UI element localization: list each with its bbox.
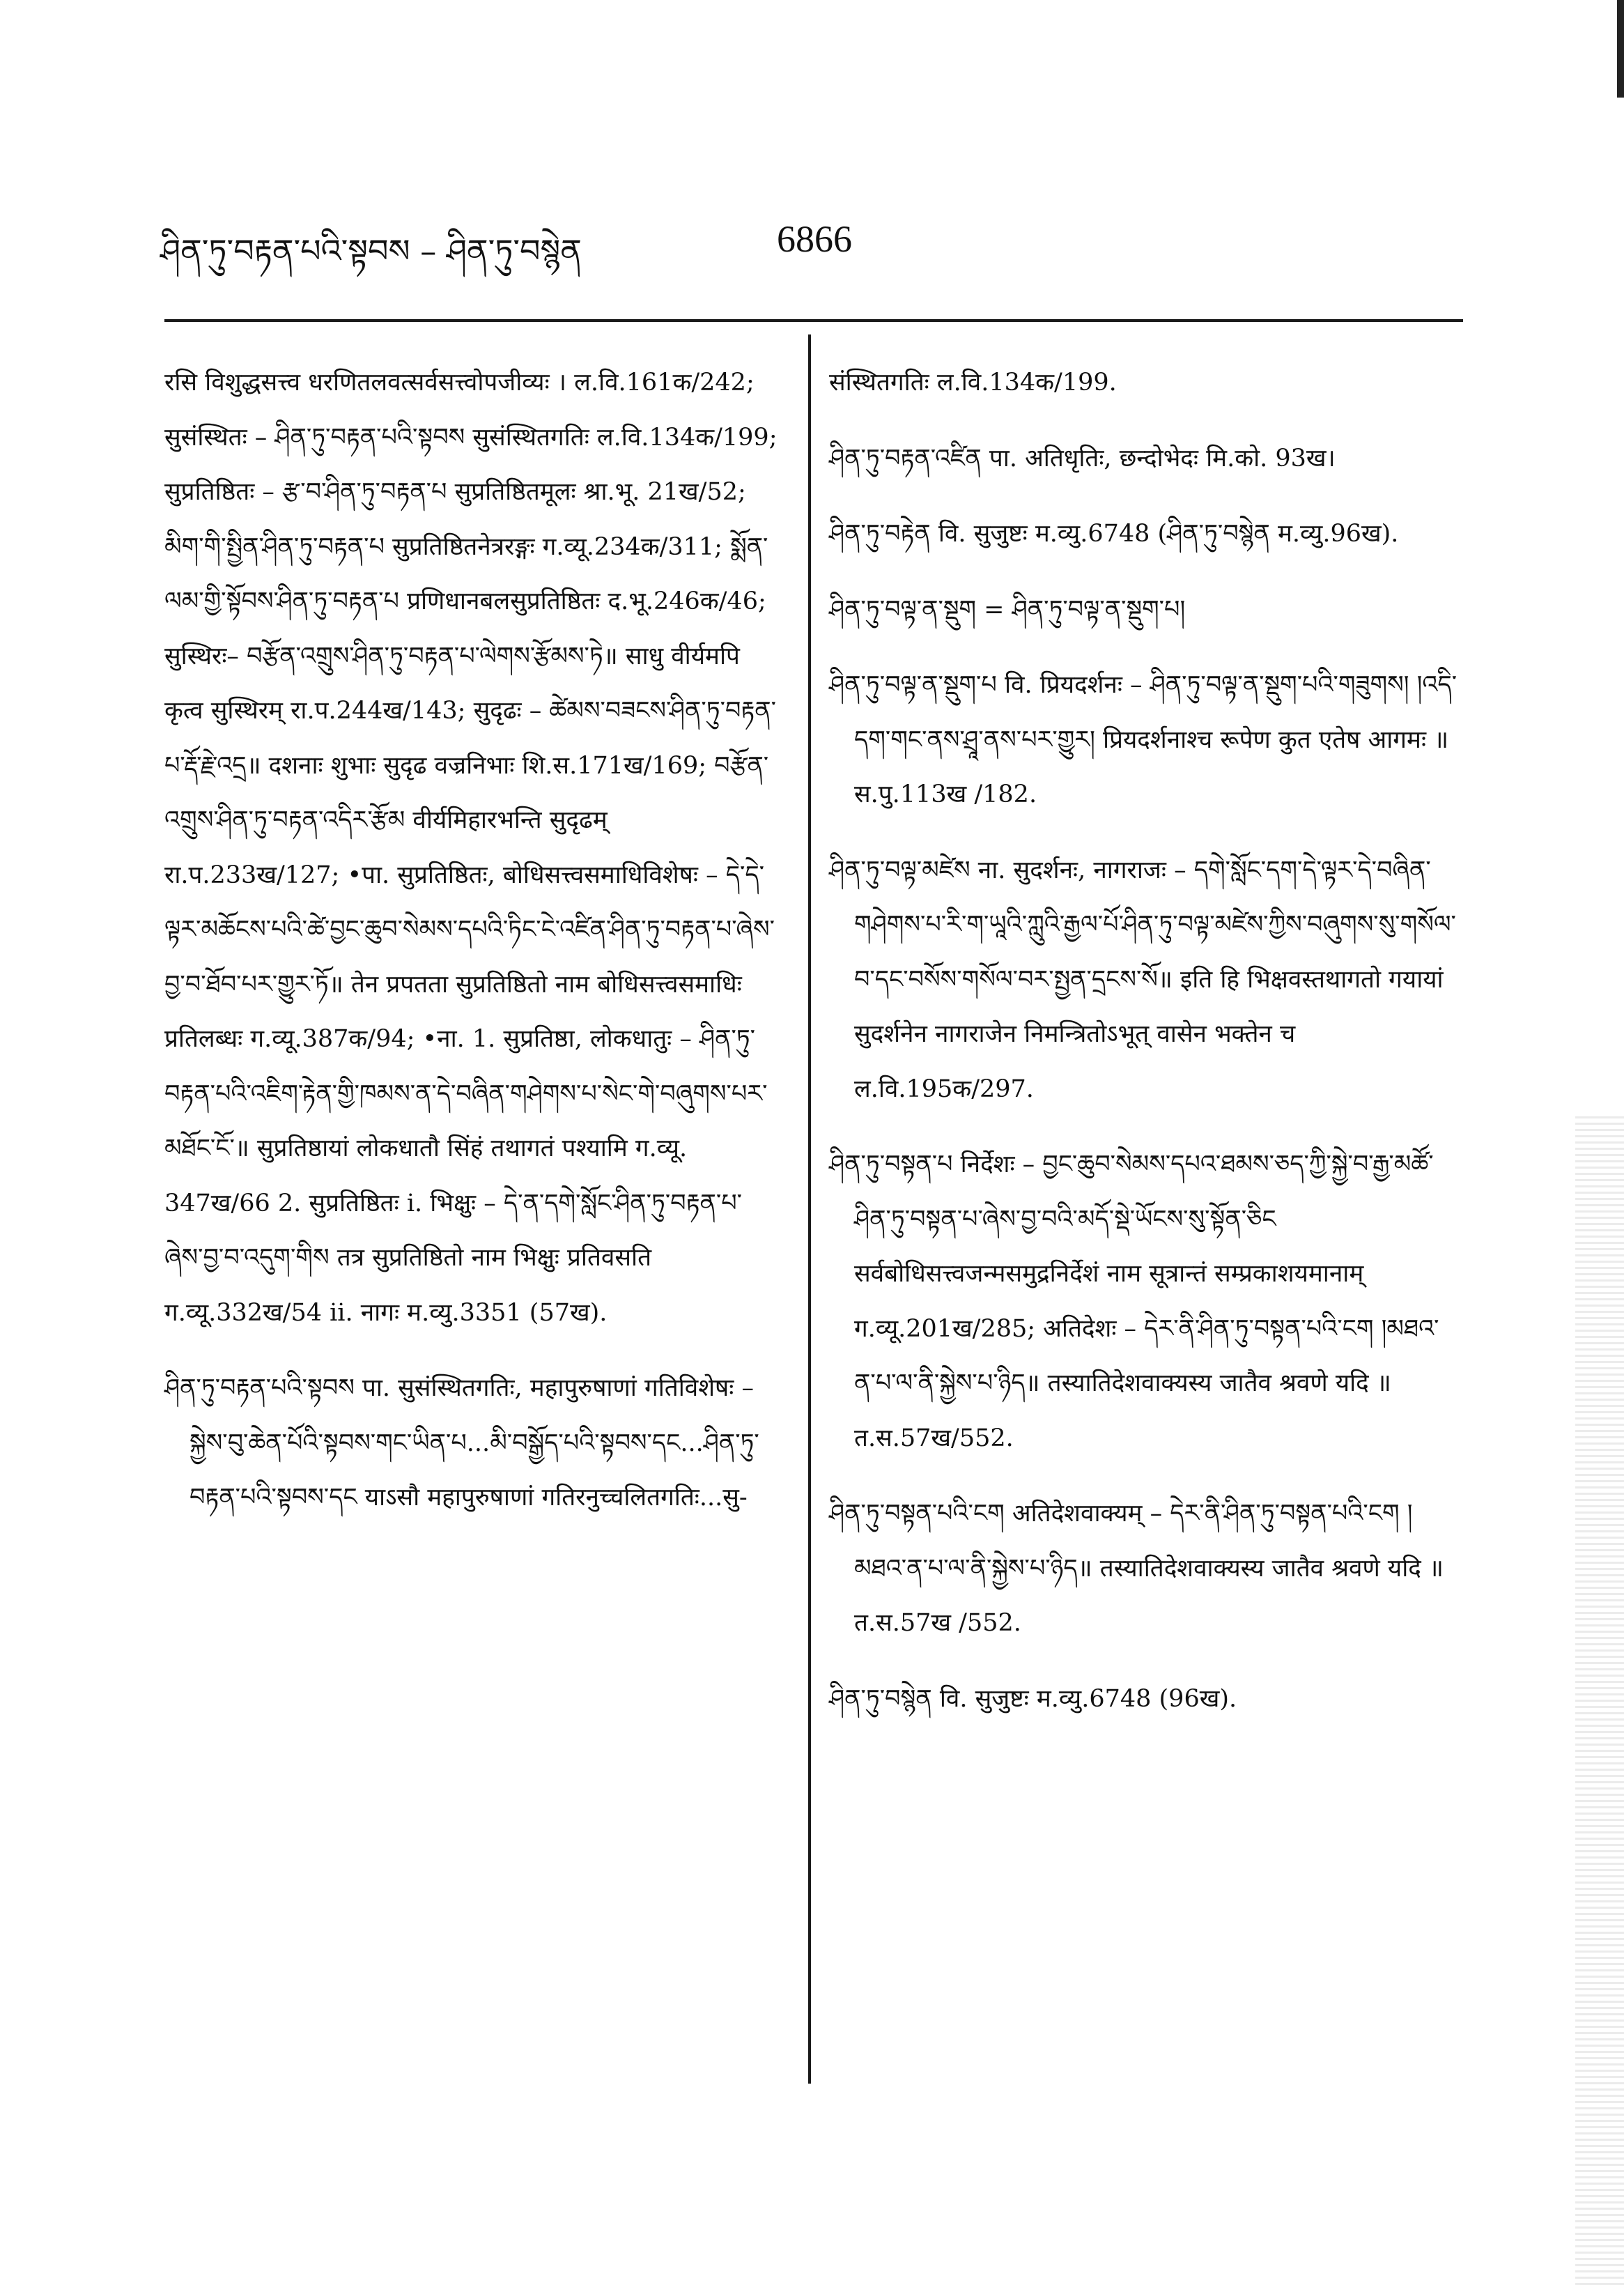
entry-continuation-right: संस्थितगतिः ल.वि.134क/199. [829,369,1117,397]
entry-shin-tu-bsnyen: ཤིན་ཏུ་བསྙེན वि. सुजुष्टः म.व्यु.6748 (96ख). [829,1684,1237,1713]
left-column [164,355,778,1546]
running-header [160,209,1484,272]
scan-edge-shadow [1617,0,1624,98]
entry-shin-tu-blta-na-sdug: ཤིན་ཏུ་བལྟ་ན་སྡུག = ཤིན་ཏུ་བལྟ་ན་སྡུག་པ། [829,595,1186,624]
entry-shin-tu-brtan-dzin: ཤིན་ཏུ་བརྟན་འཛིན पा. अतिधृतिः, छन्दोभेदः मि.को. 93ख। [829,444,1336,472]
page-number: 6866 [777,218,852,260]
scan-edge-noise [1575,1115,1624,2285]
entry-shin-tu-blta-na-sdug-pa: ཤིན་ཏུ་བལྟ་ན་སྡུག་པ वि. प्रियदर्शनः – ཤིན་ཏུ་བལྟ་ན་སྡུག་པའི་གཟུགས། །འདི་དག་གང་ནས་ཤྲཱ་ནས་པར་གྱུར། प्रियदर्शनाश्च रूपेण कुत एतेष आगमः ॥ स.पु.113ख /182. [829,671,1457,808]
right-column [829,355,1460,1747]
entry-continuation: रसि विशुद्धसत्त्व धरणितलवत्सर्वसत्त्वोपजीव्यः । ल.वि.161क/242; सुसंस्थितः – ཤིན་ཏུ་བརྟན་པའི་སྟབས सुसंस्थितगतिः ल.वि.134क/199; सुप्रतिष्ठितः – རྩ་བ་ཤིན་ཏུ་བརྟན་པ सुप्रतिष्ठितमूलः श्रा.भू. 21ख/52; མིག་གི་སྤྱིན་ཤིན་ཏུ་བརྟན་པ सुप्रतिष्ठितनेत्ररङ्गः ग.व्यू.234क/311; སྨོན་ལམ་གྱི་སྟོབས་ཤིན་ཏུ་བརྟན་པ प्रणिधानबलसुप्रतिष्ठितः द.भू.246क/46; सुस्थिरः– བརྩོན་འགྲུས་ཤིན་ཏུ་བརྟན་པ་ལེགས་རྩོམས་ཏེ॥ साधु वीर्यमपि कृत्व सुस्थिरम् रा.प.244ख/143; सुदृढः – ཚེམས་བཟངས་ཤིན་ཏུ་བརྟན་པ་རྡོ་རྗེ་འདྲ॥ दशनाः शुभाः सुदृढ वज्रनिभाः शि.स.171ख/169; བརྩོན་འགྲུས་ཤིན་ཏུ་བརྟན་འདིར་རྩོམ वीर्यमिहारभन्ति सुदृढम् रा.प.233ख/127; •पा. सुप्रतिष्ठितः, बोधिसत्त्वसमाधिविशेषः – དེ་དེ་ལྟར་མཆོངས་པའི་ཚེ་བྱང་ཆུབ་སེམས་དཔའི་ཏིང་ངེ་འཛིན་ཤིན་ཏུ་བརྟན་པ་ཞེས་བྱ་བ་ཐོབ་པར་གྱུར་ཏོ॥ तेन प्रपतता सुप्रतिष्ठितो नाम बोधिसत्त्वसमाधिः प्रतिलब्धः ग.व्यू.387क/94; •ना. 1. सुप्रतिष्ठा, लोकधातुः – ཤིན་ཏུ་བརྟན་པའི་འཇིག་རྟེན་གྱི་ཁམས་ན་དེ་བཞིན་གཤེགས་པ་སེང་གེ་བཞུགས་པར་མཐོང་ངོ་॥ सुप्रतिष्ठायां लोकधातौ सिंहं तथागतं पश्यामि ग.व्यू. 347ख/66 2. सुप्रतिष्ठितः i. भिक्षुः – དེ་ན་དགེ་སློང་ཤིན་ཏུ་བརྟན་པ་ཞེས་བྱ་བ་འདུག་གིས तत्र सुप्रतिष्ठितो नाम भिक्षुः प्रतिवसति ग.व्यू.332ख/54 ii. नागः म.व्यु.3351 (57ख). [164,369,778,1327]
header-rule [164,319,1463,322]
entry-shin-tu-bstan-pai-ngag: ཤིན་ཏུ་བསྟན་པའི་ངག अतिदेशवाक्यम् – དེར་ནི་ཤིན་ཏུ་བསྟན་པའི་ངག །མཐའ་ན་པ་ལ་ནི་སྐྱེས་པ་ཉིད॥ तस्यातिदेशवाक्यस्य जातैव श्रवणे यदि ॥ त.स.57ख /552. [829,1500,1444,1637]
entry-shin-tu-brtan-pai-stabs: ཤིན་ཏུ་བརྟན་པའི་སྟབས पा. सुसंस्थितगतिः, महापुरुषाणां गतिविशेषः – སྐྱེས་བུ་ཆེན་པོའི་སྟབས་གང་ཡིན་པ...མི་བསྒྱོད་པའི་སྟབས་དང...ཤིན་ཏུ་བརྟན་པའི་སྟབས་དང याऽसौ महापुरुषाणां गतिरनुच्चलितगतिः...सु- [164,1374,759,1511]
entry-shin-tu-blta-mdzes: ཤིན་ཏུ་བལྟ་མཛེས ना. सुदर्शनः, नागराजः – དགེ་སློང་དག་དེ་ལྟར་དེ་བཞིན་གཤེགས་པ་རི་ག་ཡཱའི་ཀླུའི་རྒྱལ་པོ་ཤིན་ཏུ་བལྟ་མཛེས་ཀྱིས་བཞུགས་སུ་གསོལ་བ་དང་བསོས་གསོལ་བར་སྤྱན་དྲངས་སོ॥ इति हि भिक्षवस्तथागतो गयायां सुदर्शनेन नागराजेन निमन्त्रितोऽभूत् वासेन भक्तेन च ल.वि.195क/297. [829,856,1456,1103]
header-title: ཤིན་ཏུ་བརྟན་པའི་སྟབས – ཤིན་ཏུ་བསྙེན [160,232,582,270]
entry-shin-tu-bstan-pa: ཤིན་ཏུ་བསྟན་པ निर्देशः – བྱང་ཆུབ་སེམས་དཔའ་ཐམས་ཅད་ཀྱི་སྐྱེ་བ་རྒྱ་མཚོ་ཤིན་ཏུ་བསྟན་པ་ཞེས་བྱ་བའི་མདོ་སྡེ་ཡོངས་སུ་སྟོན་ཅིང सर्वबोधिसत्त्वजन्मसमुद्रनिर्देशं नाम सूत्रान्तं सम्प्रकाशयमानाम् ग.व्यू.201ख/285; अतिदेशः – དེར་ནི་ཤིན་ཏུ་བསྟན་པའི་ངག །མཐའ་ན་པ་ལ་ནི་སྐྱེས་པ་ཉིད॥ तस्यातिदेशवाक्यस्य जातैव श्रवणे यदि ॥ त.स.57ख/552. [829,1151,1439,1452]
entry-shin-tu-brten: ཤིན་ཏུ་བརྟེན वि. सुजुष्टः म.व्यु.6748 (ཤིན་ཏུ་བསྙེན म.व्यु.96ख). [829,520,1399,548]
column-divider [808,334,811,2084]
